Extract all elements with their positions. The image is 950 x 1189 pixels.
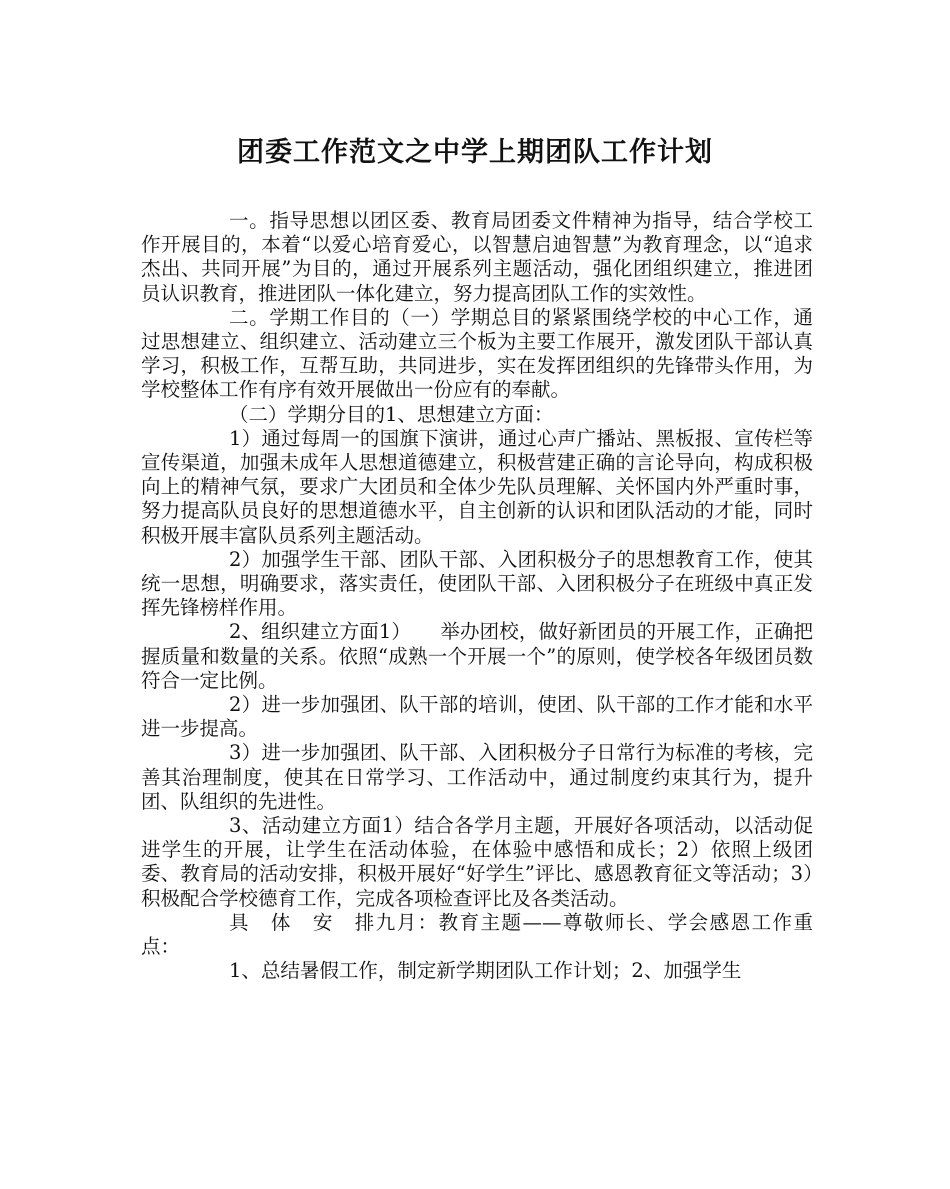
paragraph-organization-item-2: 2）进一步加强团、队干部的培训，使团、队干部的工作才能和水平进一步提高。 [141, 693, 813, 741]
paragraph-semester-goals: 二。学期工作目的（一）学期总目的紧紧围绕学校的中心工作，通过思想建立、组织建立、活动建立三个板为主要工作展开，激发团队干部认真学习，积极工作，互帮互助，共同进步，实在发挥团组织的先锋带头作用，为学校整体工作有序有效开展做出一份应有的奉献。 [141, 305, 813, 402]
paragraph-organization-item-3: 3）进一步加强团、队干部、入团积极分子日常行为标准的考核，完善其治理制度，使其在日常学习、工作活动中，通过制度约束其行为，提升团、队组织的先进性。 [141, 741, 813, 813]
paragraph-organization-item-1: 2、组织建立方面1） 举办团校，做好新团员的开展工作，正确把握质量和数量的关系。依照“成熟一个开展一个”的原则，使学校各年级团员数符合一定比例。 [141, 620, 813, 692]
paragraph-ideology-item-1: 1）通过每周一的国旗下演讲，通过心声广播站、黑板报、宣传栏等宣传渠道，加强未成年人思想道德建立，积极营建正确的言论导向，构成积极向上的精神气氛，要求广大团员和全体少先队员理解、关怀国内外严重时事，努力提高队员良好的思想道德水平，自主创新的认识和团队活动的才能，同时积极开展丰富队员系列主题活动。 [141, 426, 813, 547]
paragraph-sub-goals-heading: （二）学期分目的1、思想建立方面： [229, 402, 554, 426]
paragraph-activities: 3、活动建立方面1）结合各学月主题，开展好各项活动，以活动促进学生的开展，让学生在活动体验，在体验中感悟和成长；2）依照上级团委、教育局的活动安排，积极开展好“好学生”评比、感恩教育征文等活动；3）积极配合学校德育工作，完成各项检查评比及各类活动。 [141, 814, 813, 910]
paragraph-ideology-item-2: 2）加强学生干部、团队干部、入团积极分子的思想教育工作，使其统一思想，明确要求，落实责任，使团队干部、入团积极分子在班级中真正发挥先锋榜样作用。 [141, 547, 813, 620]
document-title: 团委工作范文之中学上期团队工作计划 [237, 137, 713, 168]
paragraph-schedule-september: 具 体 安 排九月：教育主题——尊敬师长、学会感恩工作重点： [141, 910, 813, 959]
document-body [141, 209, 813, 984]
paragraph-guiding-ideology: 一。指导思想以团区委、教育局团委文件精神为指导，结合学校工作开展目的，本着“以爱心培育爱心，以智慧启迪智慧”为教育理念，以“追求杰出、共同开展”为目的，通过开展系列主题活动，强化团组织建立，推进团员认识教育，推进团队一体化建立，努力提高团队工作的实效性。 [141, 209, 813, 305]
paragraph-schedule-item-1: 1、总结暑假工作，制定新学期团队工作计划；2、加强学生 [229, 959, 742, 983]
